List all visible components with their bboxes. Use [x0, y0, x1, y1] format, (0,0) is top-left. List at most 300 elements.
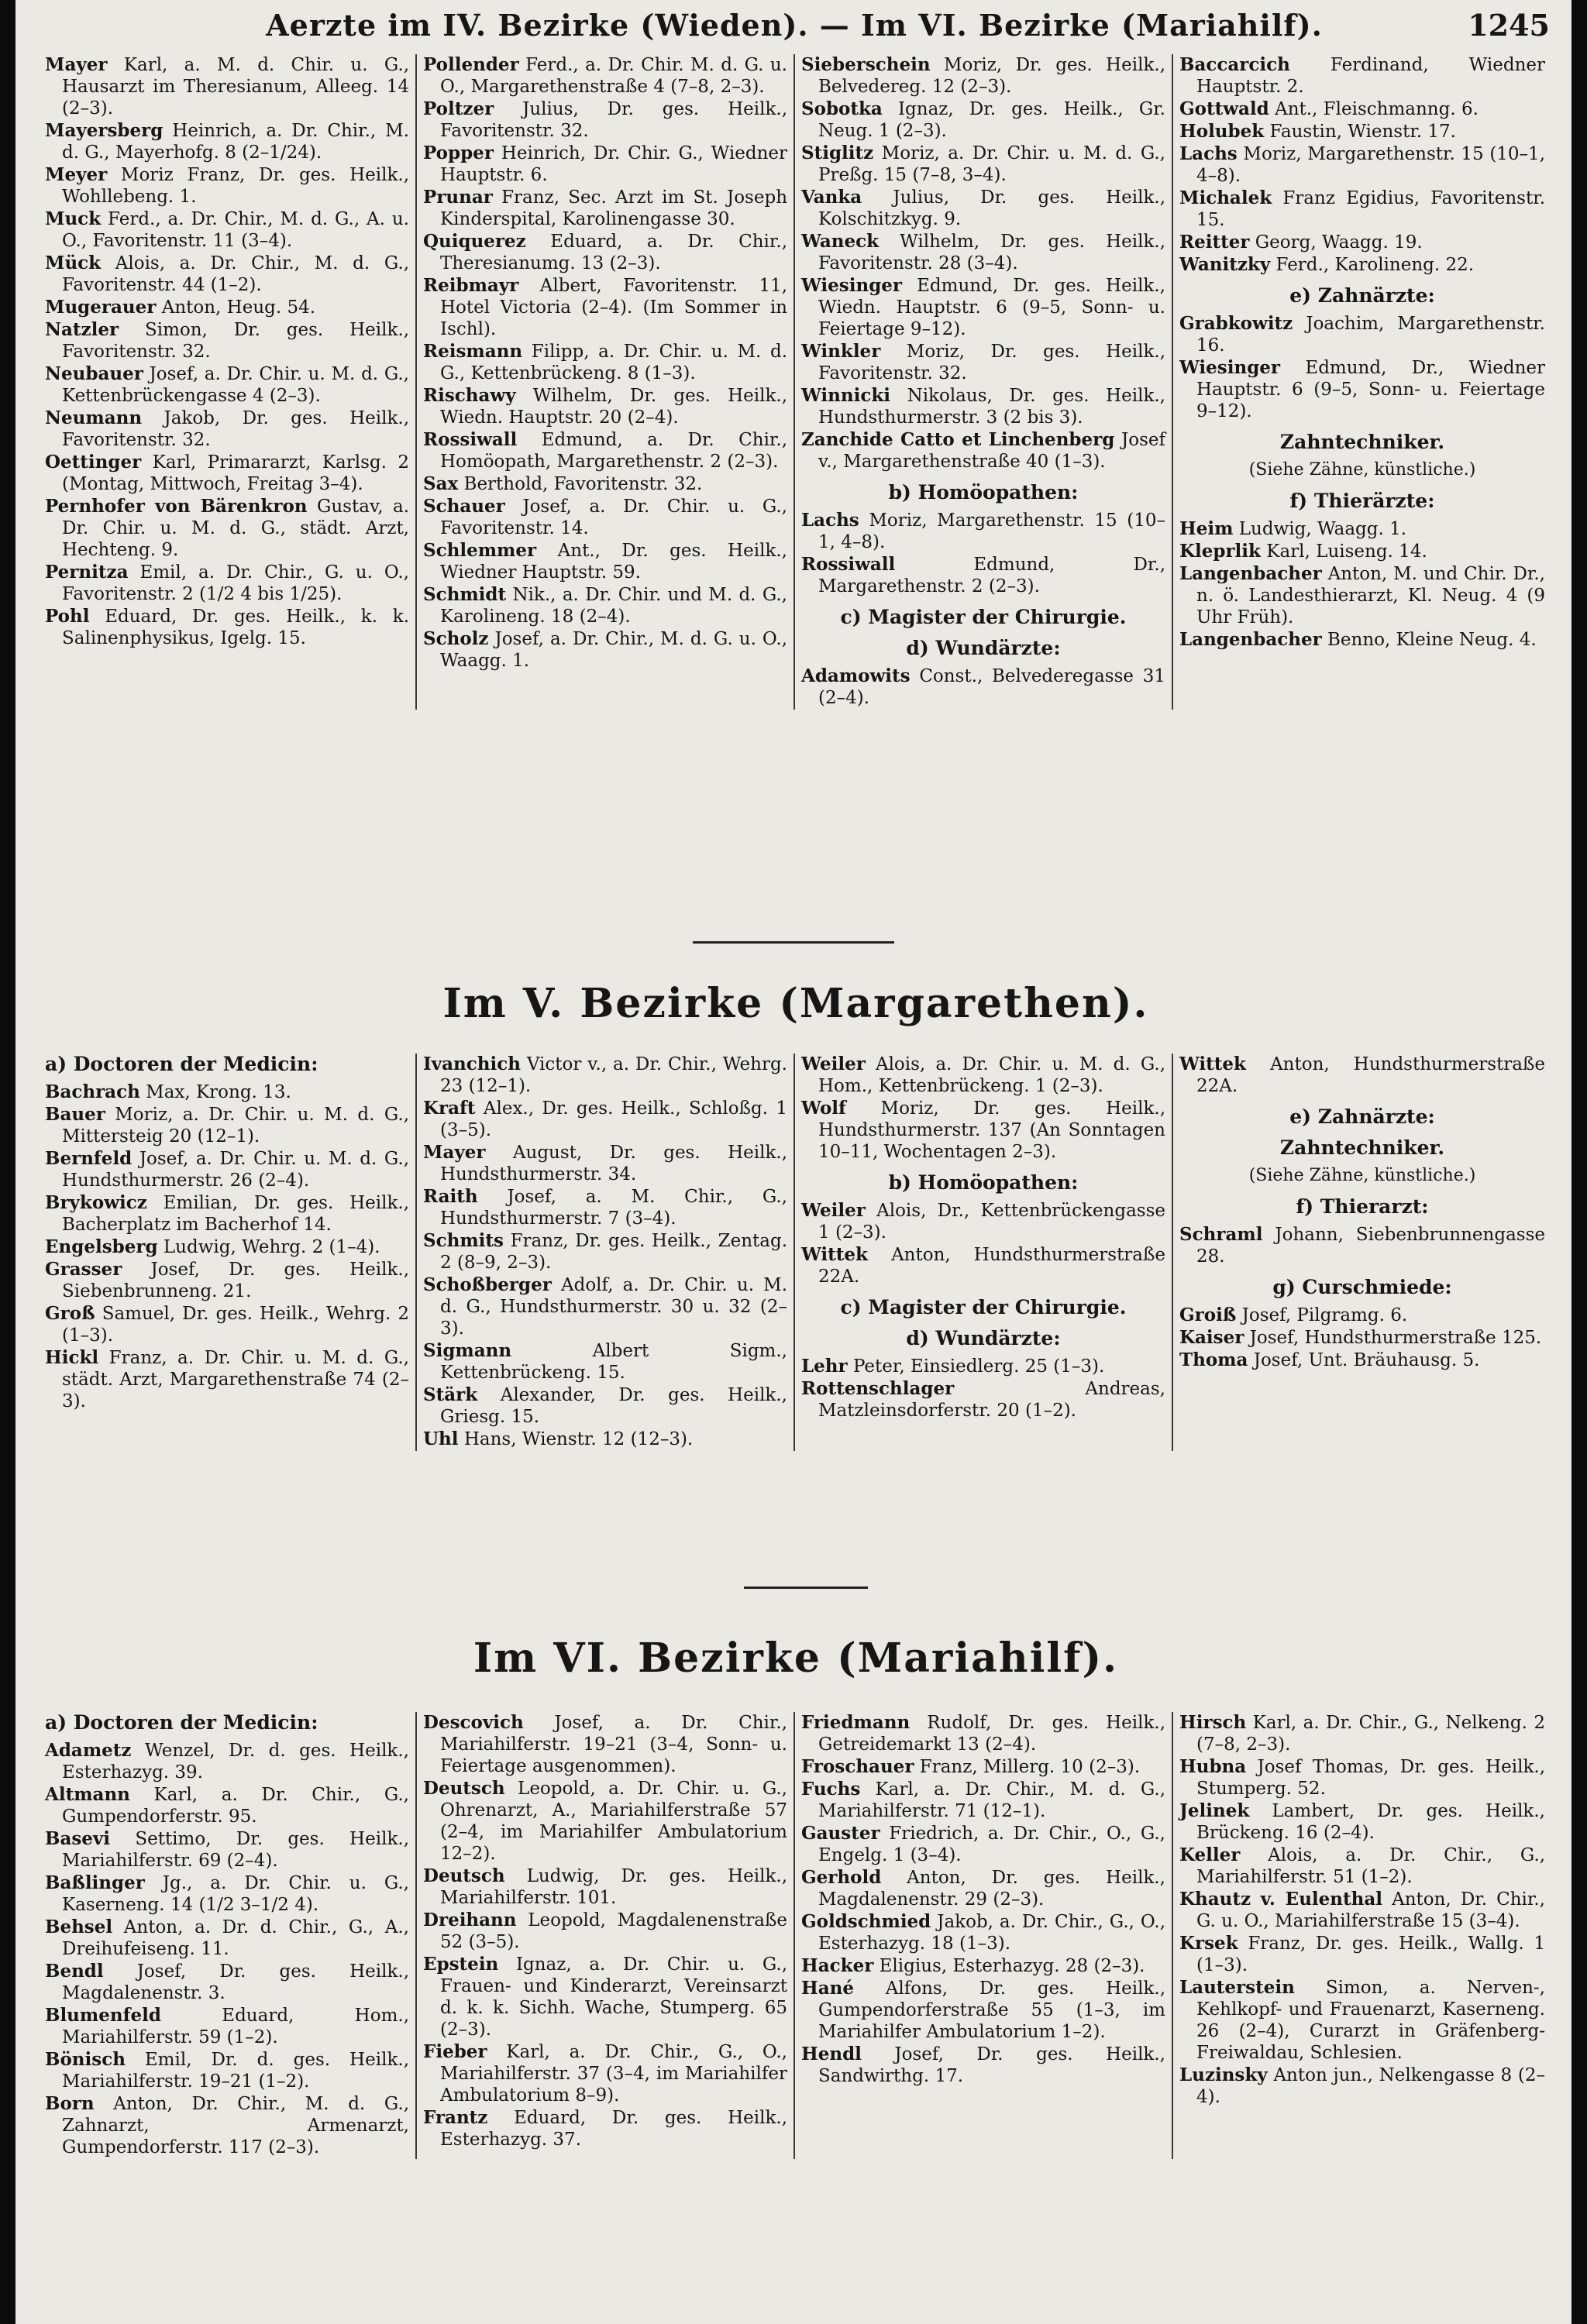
entry-name: Wittek: [1179, 1054, 1246, 1074]
entry-details: Franz, Millerg. 10 (2–3).: [919, 1757, 1141, 1777]
entry-details: Jg., a. Dr. Chir. u. G., Kaserneng. 14 (1/2 3–1/2 4).: [62, 1873, 409, 1915]
entry-details: Nikolaus, Dr. ges. Heilk., Hundsthurmerstr. 3 (2 bis 3).: [818, 386, 1165, 428]
entry-details: Josef, Hundsthurmerstraße 125.: [1249, 1328, 1542, 1348]
entry-details: Karl, a. Dr. Chir., G., Nelkeng. 2 (7–8, 2–3).: [1196, 1713, 1545, 1755]
entry-details: Josef, a. Dr. Chir., M. d. G. u. O., Waagg. 1.: [440, 629, 788, 671]
directory-entry: [801, 554, 1165, 597]
entry-name: Adamowits: [801, 665, 911, 686]
directory-entry: [1179, 143, 1545, 187]
directory-entry: [423, 341, 787, 384]
directory-entry: [801, 1779, 1165, 1822]
entry-name: Reitter: [1179, 232, 1250, 253]
entry-name: Prunar: [423, 187, 493, 208]
entry-name: Blumenfeld: [45, 2005, 161, 2026]
bezirk4-col-4: [1173, 54, 1551, 710]
entry-details: Julius, Dr. ges. Heilk., Favoritenstr. 32.: [440, 99, 788, 141]
entry-name: Mück: [45, 253, 102, 273]
entry-details: Wilhelm, Dr. ges. Heilk., Wiedn. Hauptstr. 20 (2–4).: [440, 386, 788, 428]
entry-details: Karl, a. M. d. Chir. u. G., Hausarzt im Theresianum, Alleeg. 14 (2–3).: [62, 55, 410, 119]
entry-details: Anton, Dr. Chir., G. u. O., Mariahilferstraße 15 (3–4).: [1196, 1889, 1545, 1931]
entry-name: Kaiser: [1179, 1327, 1244, 1348]
entry-details: Moriz, Dr. ges. Heilk., Hundsthurmerstr. 137 (An Sonntagen 10–11, Wochentagen 2–3).: [818, 1098, 1166, 1162]
entry-details: Friedrich, a. Dr. Chir., O., G., Engelg. 1 (3–4).: [818, 1824, 1165, 1865]
entry-name: Lauterstein: [1179, 1977, 1295, 1998]
entry-name: Raith: [423, 1186, 478, 1207]
bezirk5-heading: Im V. Bezirke (Margarethen).: [442, 980, 1149, 1027]
directory-entry: [1179, 1712, 1545, 1755]
entry-name: Schraml: [1179, 1224, 1263, 1245]
directory-entry: [801, 1378, 1165, 1422]
directory-entry: [423, 1274, 787, 1339]
entry-details: Hans, Wienstr. 12 (12–3).: [463, 1429, 694, 1449]
directory-entry: [423, 1054, 787, 1097]
entry-name: Winnicki: [801, 385, 891, 406]
directory-entry: [423, 54, 787, 98]
directory-entry: [1179, 1224, 1545, 1267]
bezirk4-wundaerzte-list: [801, 665, 1165, 709]
entry-details: Josef Thomas, Dr. ges. Heilk., Stumperg. 52.: [1196, 1757, 1546, 1799]
bezirk6-col-1: [39, 1712, 417, 2159]
entry-details: Faustin, Wienstr. 17.: [1269, 122, 1456, 142]
entry-details: Lambert, Dr. ges. Heilk., Brückeng. 16 (2–4).: [1196, 1801, 1545, 1843]
bezirk4-col2-list: [423, 54, 787, 672]
entry-name: Mayersberg: [45, 120, 164, 141]
entry-name: Hané: [801, 1978, 854, 1999]
entry-name: Deutsch: [423, 1865, 505, 1886]
directory-entry: [423, 1384, 787, 1428]
directory-entry: [1179, 1889, 1545, 1932]
directory-entry: [1179, 121, 1545, 143]
directory-entry: [1179, 1305, 1545, 1326]
bezirk6-columns: [39, 1712, 1553, 2159]
bezirk6-col4-list: [1179, 1712, 1545, 2108]
entry-details: Julius, Dr. ges. Heilk., Kolschitzkyg. 9.: [818, 187, 1166, 229]
entry-name: Thoma: [1179, 1349, 1248, 1370]
directory-entry: [801, 54, 1165, 98]
entry-details: Filipp, a. Dr. Chir. u. M. d. G., Kettenbrückeng. 8 (1–3).: [440, 342, 788, 383]
entry-details: Emil, a. Dr. Chir., G. u. O., Favoritenstr. 2 (1/2 4 bis 1/25).: [62, 562, 409, 604]
entry-name: Muck: [45, 208, 102, 229]
entry-name: Lehr: [801, 1356, 848, 1377]
entry-details: Josef v., Margarethenstraße 40 (1–3).: [818, 430, 1165, 472]
bezirk4-homoeopathen-list: [801, 510, 1165, 597]
bezirk5-col-1: [39, 1054, 417, 1451]
directory-entry: [45, 1081, 409, 1103]
entry-name: Born: [45, 2093, 95, 2114]
directory-entry: [801, 1356, 1165, 1377]
directory-entry: [1179, 541, 1545, 562]
entry-details: Alois, a. Dr. Chir. u. M. d. G., Hom., Kettenbrückeng. 1 (2–3).: [818, 1054, 1166, 1096]
entry-details: Samuel, Dr. ges. Heilk., Wehrg. 2 (1–3).: [62, 1304, 410, 1346]
entry-name: Langenbacher: [1179, 563, 1322, 584]
entry-details: Wenzel, Dr. d. ges. Heilk., Esterhazyg. 39.: [62, 1741, 409, 1783]
directory-entry: [801, 1823, 1165, 1866]
entry-name: Ivanchich: [423, 1054, 521, 1074]
entry-details: Anton jun., Nelkengasse 8 (2–4).: [1196, 2065, 1546, 2107]
bezirk6-col3-list: [801, 1712, 1165, 2087]
directory-entry: [45, 363, 409, 407]
directory-entry: [801, 1244, 1165, 1287]
zahntechniker-heading: Zahntechniker.: [1279, 431, 1445, 453]
entry-name: Schmits: [423, 1230, 504, 1251]
entry-details: Josef, a. Dr. Chir., Mariahilferstr. 19–21 (3–4, Sonn- u. Feiertage ausgenommen).: [440, 1713, 787, 1776]
bezirk5-col-3: [795, 1054, 1173, 1451]
directory-entry: [801, 1756, 1165, 1778]
entry-details: Anton, Hundsthurmerstraße 22A.: [818, 1245, 1165, 1287]
directory-entry: [45, 1740, 409, 1783]
bezirk5-homoeopathen-list: [801, 1200, 1165, 1287]
entry-details: Eduard, a. Dr. Chir., Theresianumg. 13 (2–3).: [440, 232, 788, 273]
entry-details: Edmund, a. Dr. Chir., Homöopath, Margarethenstr. 2 (2–3).: [440, 430, 788, 472]
entry-name: Lachs: [801, 510, 859, 531]
entry-name: Hacker: [801, 1955, 874, 1976]
entry-name: Behsel: [45, 1917, 113, 1937]
directory-entry: [801, 143, 1165, 186]
directory-entry: [1179, 54, 1545, 98]
entry-details: Jakob, a. Dr. Chir., G., O., Esterhazyg. 18 (1–3).: [818, 1912, 1166, 1954]
entry-name: Mugerauer: [45, 297, 157, 318]
directory-entry: [801, 275, 1165, 340]
entry-details: Anton, Dr. ges. Heilk., Magdalenenstr. 29 (2–3).: [818, 1868, 1165, 1910]
directory-entry: [423, 1865, 787, 1909]
directory-entry: [45, 120, 409, 163]
entry-details: Ant., Fleischmanng. 6.: [1275, 99, 1479, 119]
entry-name: Keller: [1179, 1844, 1241, 1865]
entry-name: Rossiwall: [423, 429, 518, 450]
directory-entry: [423, 496, 787, 539]
entry-name: Mayer: [45, 54, 108, 75]
directory-entry: [45, 164, 409, 208]
bezirk5-col-4: [1173, 1054, 1551, 1451]
entry-details: Eligius, Esterhazyg. 28 (2–3).: [879, 1956, 1145, 1976]
entry-name: Gauster: [801, 1823, 880, 1844]
directory-entry: [1179, 1756, 1545, 1800]
entry-name: Dreihann: [423, 1910, 517, 1930]
entry-name: Bendl: [45, 1961, 104, 1982]
entry-details: Georg, Waagg. 19.: [1255, 232, 1423, 253]
directory-entry: [801, 231, 1165, 274]
entry-details: Ferdinand, Wiedner Hauptstr. 2.: [1196, 55, 1546, 97]
entry-name: Neumann: [45, 407, 143, 428]
entry-name: Schlemmer: [423, 540, 537, 561]
bezirk4-col-1: [39, 54, 417, 710]
directory-entry: [801, 187, 1165, 230]
entry-details: Ignaz, a. Dr. Chir. u. G., Frauen- und Kinderarzt, Vereinsarzt d. k. k. Sichh. Wache, Stumperg. 65 (2–3).: [440, 1954, 788, 2040]
entry-name: Wittek: [801, 1244, 868, 1265]
entry-details: Andreas, Matzleinsdorferstr. 20 (1–2).: [818, 1379, 1165, 1421]
entry-details: Alois, Dr., Kettenbrückengasse 1 (2–3).: [818, 1201, 1165, 1243]
wundaerzte-heading: d) Wundärzte:: [906, 1327, 1061, 1349]
entry-name: Wanitzky: [1179, 254, 1271, 275]
entry-details: Moriz, a. Dr. Chir. u. M. d. G., Preßg. 15 (7–8, 3–4).: [818, 143, 1165, 185]
entry-details: Anton, Heug. 54.: [161, 297, 316, 318]
entry-name: Pernhofer von Bärenkron: [45, 496, 308, 517]
entry-details: Karl, a. Dr. Chir., M. d. G., Mariahilferstr. 71 (12–1).: [818, 1779, 1166, 1821]
entry-name: Kleprlik: [1179, 541, 1261, 562]
entry-name: Froschauer: [801, 1756, 914, 1777]
directory-entry: [1179, 563, 1545, 628]
directory-entry: [1179, 187, 1545, 231]
entry-name: Hickl: [45, 1347, 99, 1368]
entry-name: Grasser: [45, 1259, 122, 1280]
entry-details: Heinrich, a. Dr. Chir., M. d. G., Mayerhofg. 8 (2–1/24).: [62, 121, 409, 163]
entry-details: Max, Krong. 13.: [146, 1082, 291, 1102]
entry-details: Moriz, Dr. ges. Heilk., Belvedereg. 12 (2–3).: [818, 55, 1165, 97]
directory-entry: [1179, 254, 1545, 276]
entry-details: Franz, Dr. ges. Heilk., Wallg. 1 (1–3).: [1196, 1934, 1545, 1975]
entry-name: Khautz v. Eulenthal: [1179, 1889, 1382, 1910]
entry-name: Deutsch: [423, 1778, 505, 1799]
directory-page: [15, 0, 1572, 2324]
directory-entry: [45, 1347, 409, 1412]
directory-entry: [801, 1978, 1165, 2043]
directory-entry: [1179, 232, 1545, 253]
entry-name: Pernitza: [45, 562, 129, 583]
entry-name: Baccarcich: [1179, 54, 1290, 75]
directory-entry: [801, 2044, 1165, 2087]
entry-details: Moriz Franz, Dr. ges. Heilk., Wohllebeng. 1.: [62, 165, 410, 207]
entry-name: Zanchide Catto et Linchenberg: [801, 429, 1115, 450]
entry-details: Edmund, Dr. ges. Heilk., Wiedn. Hauptstr. 6 (9–5, Sonn- u. Feiertage 9–12).: [818, 276, 1165, 339]
entry-details: Johann, Siebenbrunnengasse 28.: [1196, 1225, 1546, 1267]
zahntechniker-heading: Zahntechniker.: [1279, 1136, 1445, 1159]
bezirk5-col1-list: [45, 1081, 409, 1412]
curschmiede-heading: g) Curschmiede:: [1272, 1276, 1452, 1298]
directory-entry: [1179, 1800, 1545, 1844]
entry-name: Schauer: [423, 496, 505, 517]
entry-details: Moriz, Margarethenstr. 15 (10–1, 4–8).: [818, 511, 1165, 552]
running-head: [39, 8, 1550, 48]
entry-details: Leopold, Magdalenenstraße 52 (3–5).: [440, 1910, 787, 1952]
entry-name: Meyer: [45, 164, 108, 185]
thierarzt-heading: f) Thierarzt:: [1296, 1195, 1429, 1218]
entry-details: Franz Egidius, Favoritenstr. 15.: [1196, 188, 1546, 230]
entry-name: Adametz: [45, 1740, 132, 1761]
entry-name: Reismann: [423, 341, 523, 362]
directory-entry: [45, 1872, 409, 1916]
directory-entry: [423, 275, 787, 340]
entry-name: Rossiwall: [801, 554, 896, 575]
directory-entry: [1179, 1327, 1545, 1349]
entry-details: Leopold, a. Dr. Chir. u. G., Ohrenarzt, A., Mariahilferstraße 57 (2–4, im Mariahilfer Ambulatorium 12–2).: [440, 1779, 787, 1864]
entry-details: Alfons, Dr. ges. Heilk., Gumpendorferstraße 55 (1–3, im Mariahilfer Ambulatorium 1–2).: [818, 1978, 1166, 2042]
entry-details: Josef, a. Dr. Chir. u. G., Favoritenstr. 14.: [440, 497, 787, 538]
directory-entry: [45, 1148, 409, 1191]
directory-entry: [423, 187, 787, 230]
entry-details: Josef, Pilgramg. 6.: [1241, 1305, 1408, 1325]
directory-entry: [423, 1230, 787, 1274]
entry-name: Weiler: [801, 1200, 866, 1221]
entry-name: Basevi: [45, 1828, 111, 1849]
bezirk6-heading: Im VI. Bezirke (Mariahilf).: [473, 1635, 1119, 1682]
directory-entry: [45, 253, 409, 296]
page-number: 1245: [1468, 8, 1550, 43]
entry-details: Anton, M. und Chir. Dr., n. ö. Landesthierarzt, Kl. Neug. 4 (9 Uhr Früh).: [1196, 564, 1545, 627]
directory-entry: [423, 1428, 787, 1450]
entry-details: Eduard, Dr. ges. Heilk., Esterhazyg. 37.: [440, 2108, 788, 2150]
entry-name: Goldschmied: [801, 1911, 931, 1932]
entry-details: Alois, a. Dr. Chir., M. d. G., Favoritenstr. 44 (1–2).: [62, 253, 410, 295]
directory-entry: [423, 1098, 787, 1141]
bezirk5-columns: [39, 1054, 1553, 1451]
entry-details: August, Dr. ges. Heilk., Hundsthurmerstr. 34.: [440, 1143, 788, 1184]
entry-details: Ferd., a. Dr. Chir., M. d. G., A. u. O., Favoritenstr. 11 (3–4).: [62, 209, 409, 251]
entry-details: Anton, Hundsthurmerstraße 22A.: [1196, 1054, 1545, 1096]
directory-entry: [45, 606, 409, 649]
entry-details: Const., Belvederegasse 31 (2–4).: [818, 666, 1165, 708]
entry-details: Josef, a. M. Chir., G., Hundsthurmerstr. 7 (3–4).: [440, 1187, 787, 1229]
directory-entry: [801, 1098, 1165, 1163]
entry-name: Gerhold: [801, 1867, 882, 1888]
entry-details: Adolf, a. Dr. Chir. u. M. d. G., Hundsthurmerstr. 30 u. 32 (2–3).: [440, 1275, 788, 1339]
section-divider: [744, 1587, 868, 1589]
directory-entry: [1179, 1349, 1545, 1371]
directory-entry: [801, 510, 1165, 553]
directory-entry: [801, 1712, 1165, 1755]
entry-details: Ferd., Karolineng. 22.: [1275, 255, 1475, 275]
entry-details: Josef, Unt. Bräuhausg. 5.: [1253, 1350, 1480, 1370]
directory-entry: [801, 429, 1165, 473]
entry-name: Bernfeld: [45, 1148, 133, 1169]
directory-entry: [801, 1867, 1165, 1910]
entry-details: Moriz, Dr. ges. Heilk., Favoritenstr. 32.: [818, 342, 1166, 383]
directory-entry: [45, 1828, 409, 1872]
directory-entry: [1179, 98, 1545, 120]
directory-entry: [45, 54, 409, 119]
entry-details: Ludwig, Waagg. 1.: [1238, 519, 1407, 539]
entry-details: Karl, a. Dr. Chir., G., O., Mariahilferstr. 37 (3–4, im Mariahilfer Ambulatorium 8–9).: [440, 2042, 787, 2106]
entry-name: Hendl: [801, 2044, 862, 2064]
entry-details: Victor v., a. Dr. Chir., Wehrg. 23 (12–1).: [440, 1054, 787, 1096]
entry-details: Rudolf, Dr. ges. Heilk., Getreidemarkt 13 (2–4).: [818, 1713, 1166, 1755]
directory-entry: [423, 2107, 787, 2150]
entry-details: Ludwig, Wehrg. 2 (1–4).: [163, 1237, 380, 1257]
bezirk6-col2-list: [423, 1712, 787, 2150]
entry-details: Nik., a. Dr. Chir. und M. d. G., Karolineng. 18 (2–4).: [440, 585, 787, 627]
directory-entry: [45, 1303, 409, 1346]
magister-heading: c) Magister der Chirurgie.: [840, 1296, 1127, 1318]
entry-details: Alois, a. Dr. Chir., G., Mariahilferstr. 51 (1–2).: [1196, 1845, 1545, 1887]
directory-entry: [45, 1961, 409, 2004]
bezirk4-col1-list: [45, 54, 409, 649]
entry-details: Anton, a. Dr. d. Chir., G., A., Dreihufeiseng. 11.: [62, 1917, 409, 1959]
entry-details: Simon, a. Nerven-, Kehlkopf- und Frauenarzt, Kaserneng. 26 (2–4), Curarzt in Gräfenberg-Freiwaldau, Schlesien.: [1196, 1978, 1545, 2063]
bezirk4-col-3: [795, 54, 1173, 710]
directory-entry: [1179, 2064, 1545, 2108]
entry-name: Oettinger: [45, 452, 142, 473]
entry-name: Descovich: [423, 1712, 524, 1733]
entry-details: Albert Sigm., Kettenbrückeng. 15.: [440, 1341, 787, 1383]
directory-entry: [423, 1712, 787, 1777]
entry-details: Wilhelm, Dr. ges. Heilk., Favoritenstr. 28 (3–4).: [818, 232, 1166, 273]
entry-name: Rischawy: [423, 385, 516, 406]
entry-details: Edmund, Dr., Margarethenstr. 2 (2–3).: [818, 555, 1166, 596]
entry-name: Wiesinger: [1179, 357, 1281, 378]
directory-entry: [45, 297, 409, 318]
entry-name: Winkler: [801, 341, 881, 362]
entry-details: Alexander, Dr. ges. Heilk., Griesg. 15.: [440, 1385, 787, 1427]
bezirk6-col-4: [1173, 1712, 1551, 2159]
directory-entry: [1179, 1844, 1545, 1888]
entry-name: Sax: [423, 473, 459, 494]
entry-details: Benno, Kleine Neug. 4.: [1327, 630, 1537, 650]
directory-entry: [45, 319, 409, 363]
directory-entry: [1179, 357, 1545, 422]
directory-entry: [45, 1236, 409, 1258]
entry-name: Fieber: [423, 2041, 487, 2062]
entry-name: Sobotka: [801, 98, 883, 119]
directory-entry: [45, 2005, 409, 2048]
entry-name: Langenbacher: [1179, 629, 1322, 650]
entry-details: Ludwig, Dr. ges. Heilk., Mariahilferstr. 101.: [440, 1866, 788, 1908]
bezirk5-col-2: [417, 1054, 795, 1451]
zahnaerzte-heading: e) Zahnärzte:: [1289, 284, 1435, 307]
entry-name: Quiquerez: [423, 231, 526, 252]
entry-name: Wolf: [801, 1098, 846, 1119]
entry-name: Friedmann: [801, 1712, 911, 1733]
entry-name: Michalek: [1179, 187, 1272, 208]
entry-name: Altmann: [45, 1784, 130, 1805]
bezirk6-col1-list: [45, 1740, 409, 2158]
entry-details: Albert, Favoritenstr. 11, Hotel Victoria (2–4). (Im Sommer in Ischl).: [440, 276, 788, 339]
directory-entry: [423, 2041, 787, 2106]
entry-name: Gottwald: [1179, 98, 1269, 119]
entry-name: Vanka: [801, 187, 862, 208]
entry-name: Weiler: [801, 1054, 866, 1074]
bezirk6-col-2: [417, 1712, 795, 2159]
doctoren-heading: a) Doctoren der Medicin:: [45, 1053, 318, 1075]
entry-details: Jakob, Dr. ges. Heilk., Favoritenstr. 32.: [62, 408, 410, 450]
entry-details: Peter, Einsiedlerg. 25 (1–3).: [852, 1356, 1105, 1377]
directory-entry: [423, 1186, 787, 1229]
bezirk4-columns: [39, 54, 1553, 710]
entry-details: Franz, a. Dr. Chir. u. M. d. G., städt. Arzt, Margarethenstraße 74 (2–3).: [62, 1348, 409, 1411]
entry-name: Fuchs: [801, 1779, 861, 1800]
thieraerzte-heading: f) Thierärzte:: [1289, 490, 1435, 512]
directory-entry: [801, 665, 1165, 709]
entry-name: Kraft: [423, 1098, 476, 1119]
directory-entry: [423, 1910, 787, 1953]
entry-name: Jelinek: [1179, 1800, 1250, 1821]
directory-entry: [801, 1955, 1165, 1977]
entry-name: Hubna: [1179, 1756, 1247, 1777]
directory-entry: [423, 1142, 787, 1185]
directory-entry: [1179, 313, 1545, 356]
directory-entry: [45, 2049, 409, 2092]
entry-name: Uhl: [423, 1428, 459, 1449]
entry-details: Moriz, Margarethenstr. 15 (10–1, 4–8).: [1196, 144, 1546, 186]
entry-details: Josef, Dr. ges. Heilk., Magdalenenstr. 3.: [62, 1961, 410, 2003]
entry-details: Karl, Luiseng. 14.: [1266, 541, 1427, 562]
entry-details: Anton, Dr. Chir., M. d. G., Zahnarzt, Armenarzt, Gumpendorferstr. 117 (2–3).: [62, 2094, 410, 2157]
directory-entry: [801, 1054, 1165, 1097]
directory-entry: [1179, 629, 1545, 651]
entry-name: Stärk: [423, 1384, 478, 1405]
directory-entry: [423, 143, 787, 186]
entry-name: Epstein: [423, 1954, 499, 1975]
entry-details: Berthold, Favoritenstr. 32.: [463, 474, 703, 494]
directory-entry: [423, 385, 787, 428]
homoeopathen-heading: b) Homöopathen:: [888, 481, 1079, 504]
directory-entry: [801, 98, 1165, 142]
entry-name: Frantz: [423, 2107, 488, 2128]
entry-name: Brykowicz: [45, 1192, 147, 1213]
bezirk4-col3-list: [801, 54, 1165, 473]
directory-entry: [1179, 518, 1545, 540]
entry-details: Franz, Dr. ges. Heilk., Zentag. 2 (8–9, 2–3).: [440, 1231, 788, 1273]
entry-details: Alex., Dr. ges. Heilk., Schloßg. 1 (3–5).: [440, 1098, 787, 1140]
bezirk6-col-3: [795, 1712, 1173, 2159]
